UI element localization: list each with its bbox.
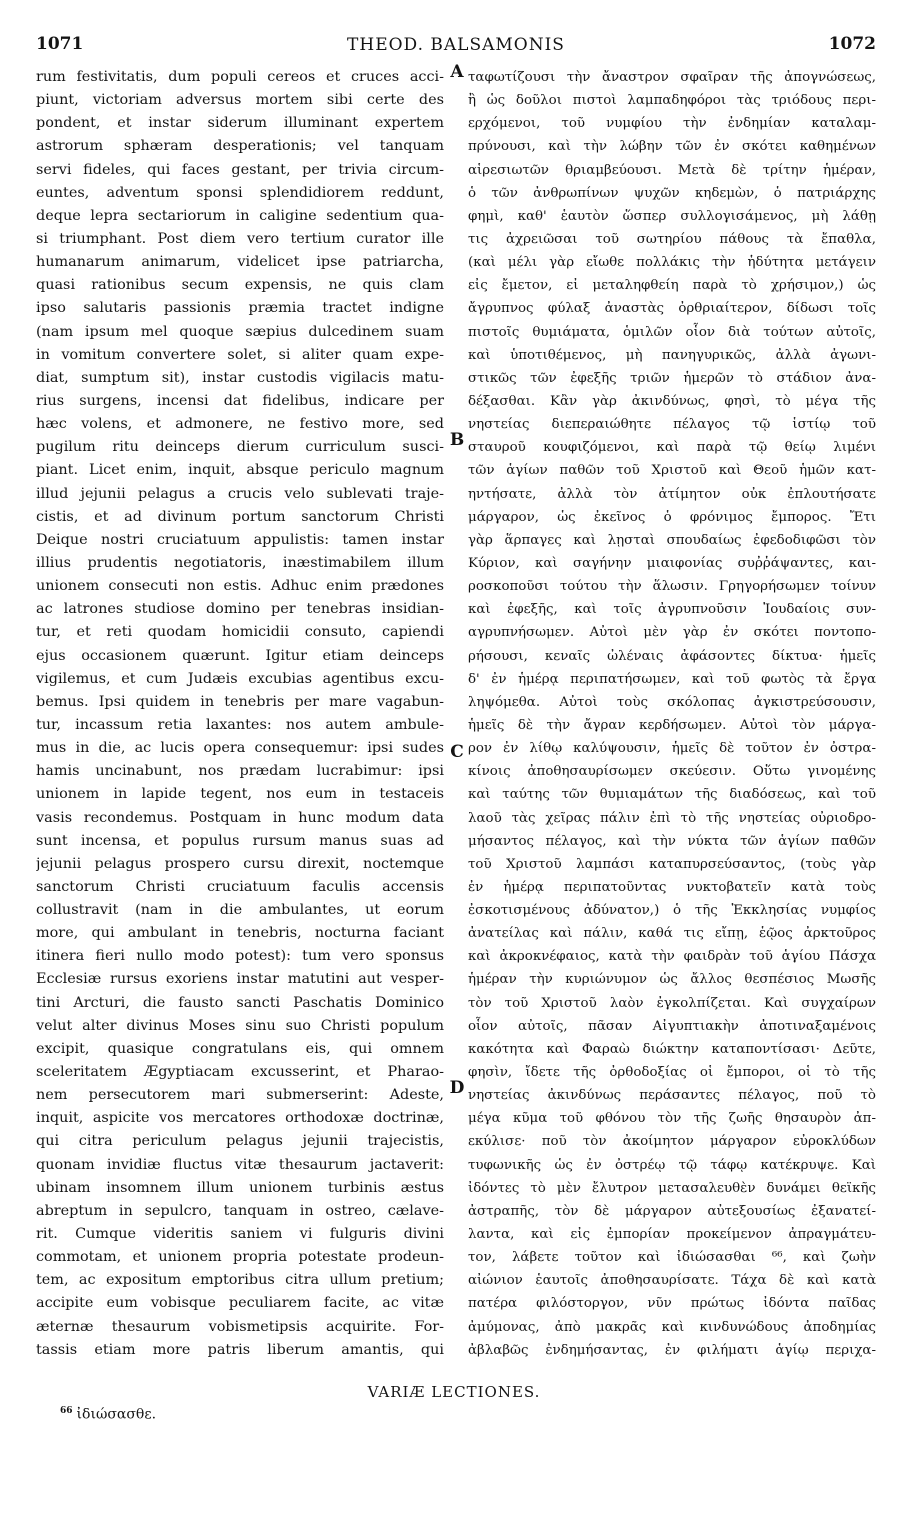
latin-line: hamis uncinabunt, nos prædam lucrabimur: ipsi — [36, 763, 444, 780]
latin-line: bemus. Ipsi quidem in tenebris per mare vagabun- — [36, 693, 444, 710]
latin-line: accipite eum vobisque peculiarem facite, ac vitæ — [36, 1295, 444, 1312]
greek-line: φησὶν, ἴδετε τῆς ὀρθοδοξίας οἱ ἔμποροι, οἱ τὸ τῆς — [468, 1065, 876, 1081]
variae-lectiones-heading: VARIÆ LECTIONES. — [367, 1383, 541, 1401]
greek-line: οἷον αὐτοῖς, πᾶσαν Αἰγυπτιακὴν ἀποτιναξαμένοις — [468, 1018, 876, 1034]
latin-line: si triumphant. Post diem vero tertium curator ille — [36, 230, 444, 247]
latin-line: sanctorum Christi cruciatuum faculis accensis — [36, 878, 444, 895]
greek-line: μέγα κῦμα τοῦ φθόνου τὸν τῆς ζωῆς θησαυρὸν ἀπ- — [468, 1111, 876, 1127]
latin-line: illud jejunii pelagus a crucis velo sublevati traje- — [36, 485, 444, 502]
latin-line: Ecclesiæ rursus exoriens instar matutini aut vesper- — [36, 971, 444, 988]
greek-line: καὶ ὑποτιθέμενος, μὴ πανηγυρικῶς, ἀλλὰ ἀγωνι- — [468, 347, 876, 363]
greek-line: τυφωνικῆς ὡς ἐν ὀστρέῳ τῷ τάφῳ κατέκρυψε. Καὶ — [468, 1157, 876, 1173]
greek-line: ἄγρυπνος φύλαξ ἀναστὰς ὀρθριαίτερον, δίδωσι τοῖς — [468, 301, 876, 317]
page-number-right: 1072 — [828, 34, 876, 54]
latin-line: nem persecutorem mari submerserint: Adeste, — [36, 1087, 444, 1104]
latin-line: servi fideles, qui faces gestant, per trivia circum- — [36, 161, 444, 178]
greek-line: ἐσκοτισμένους ἀδύνατον,) ὁ τῆς Ἐκκλησίας νυμφίος — [468, 903, 876, 919]
footnote-number: 66 — [60, 1406, 73, 1416]
greek-line: τῶν ἁγίων παθῶν τοῦ Χριστοῦ καὶ Θεοῦ ἡμῶν κατ- — [468, 463, 876, 479]
latin-line: euntes, adventum sponsi splendidiorem reddunt, — [36, 184, 444, 201]
latin-line: vasis recondemus. Postquam in hunc modum data — [36, 809, 444, 826]
greek-line: ερχόμενοι, τοῦ νυμφίου τὴν ἐνδημίαν καταλαμ- — [468, 116, 876, 132]
latin-line: ejus occasionem quærunt. Igitur etiam deinceps — [36, 647, 444, 664]
greek-line: ἢ ὡς δοῦλοι πιστοὶ λαμπαδηφόροι τὰς τριόδους περι- — [468, 93, 876, 109]
greek-line: πατέρα φιλόστοργον, νῦν πρώτως ἰδόντα παῖδας — [468, 1296, 876, 1312]
running-header — [36, 34, 876, 58]
greek-line: τις ἀχρειῶσαι τοῦ σωτηρίου πάθους τὰ ἔπαθλα, — [468, 231, 876, 247]
latin-line: more, qui ambulant in tenebris, nocturna faciant — [36, 925, 444, 942]
greek-line: ἀβλαβῶς ἐνδημήσαντας, ἐν φιλήματι ἁγίῳ περιχα- — [468, 1342, 876, 1358]
greek-line: ἀστραπῆς, τὸν δὲ μάργαρον αὐτεξουσίως ἐξανατεί- — [468, 1203, 876, 1219]
greek-line: ἡμεῖς δὲ τὴν ἄγραν κερδήσωμεν. Αὐτοὶ τὸν μάργα- — [468, 717, 876, 733]
greek-line: δ' ἐν ἡμέρᾳ περιπατήσωμεν, καὶ τοῦ φωτὸς τὰ ἔργα — [468, 671, 876, 687]
latin-line: unionem consecuti non estis. Adhuc enim prædones — [36, 578, 444, 595]
latin-line: illius prudentis negotiatoris, inæstimabilem illum — [36, 554, 444, 571]
greek-line: ἰδόντες τὸ μὲν ἔλυτρον μετασαλευθὲν δυνάμει θεϊκῆς — [468, 1180, 876, 1196]
latin-line: ubinam insomnem illum unionem turbinis æstus — [36, 1179, 444, 1196]
greek-line: κίνοις ἀποθησαυρίσωμεν σκεύεσιν. Οὕτω γινομένης — [468, 764, 876, 780]
footnote — [60, 1406, 156, 1423]
footnote-text: ἰδιώσασθε. — [76, 1406, 157, 1423]
latin-line: mus in die, ac lucis opera consequemur: ipsi sudes — [36, 740, 444, 757]
latin-line: æternæ thesaurum vobismetipsis acquirite. For- — [36, 1318, 444, 1335]
greek-line: σταυροῦ κουφιζόμενοι, καὶ παρὰ τῷ θείῳ λιμένι — [468, 440, 876, 456]
latin-line: abreptum in sepulcro, tanquam in ostreo, cælave- — [36, 1202, 444, 1219]
greek-line: ροσκοποῦσι τούτου τὴν ἅλωσιν. Γρηγορήσωμεν τοίνυν — [468, 579, 876, 595]
greek-line: ἡμέραν τὴν κυριώνυμον ὡς ἄλλος θεσπέσιος Μωσῆς — [468, 972, 876, 988]
latin-line: pugilum ritu deinceps dierum curriculum susci- — [36, 439, 444, 456]
greek-line: εκύλισε· ποῦ τὸν ἀκοίμητον μάργαρον εὐροκλύδων — [468, 1134, 876, 1150]
latin-line: inquit, aspicite vos mercatores orthodoxæ doctrinæ, — [36, 1110, 444, 1127]
margin-marker-d: D — [449, 1078, 465, 1098]
latin-line: cistis, et ad divinum portum sanctorum Christi — [36, 508, 444, 525]
greek-line: ληψόμεθα. Αὐτοὶ τοὺς σκόλοπας ἀγκιστρεύσουσιν, — [468, 694, 876, 710]
latin-line: sceleritatem Ægyptiacam excusserint, et Pharao- — [36, 1064, 444, 1081]
greek-line: ηντήσατε, ἀλλὰ τὸν ἀτίμητον οὐκ ἐπλουτήσατε — [468, 486, 876, 502]
greek-line: αἰώνιον ἑαυτοῖς ἀποθησαυρίσατε. Τάχα δὲ καὶ κατὰ — [468, 1273, 876, 1289]
latin-line: piunt, victoriam adversus mortem sibi certe des — [36, 92, 444, 109]
running-title: THEOD. BALSAMONIS — [347, 35, 565, 55]
latin-line: vigilemus, et cum Judæis excubias agentibus excu- — [36, 670, 444, 687]
greek-line: ὁ τῶν ἀνθρωπίνων ψυχῶν κηδεμὼν, ὁ πατριάρχης — [468, 185, 876, 201]
latin-line: humanarum animarum, videlicet ipse patriarcha, — [36, 254, 444, 271]
latin-line: tur, et reti quodam homicidii consuto, capiendi — [36, 624, 444, 641]
greek-line: νηστείας διεπεραιώθητε πέλαγος τῷ ἱστίῳ τοῦ — [468, 417, 876, 433]
latin-column — [36, 66, 444, 1362]
greek-line: ρήσουσι, κεναῖς ὠλέναις ἀφάσοντες δίκτυα· ἡμεῖς — [468, 648, 876, 664]
latin-line: qui citra periculum pelagus jejunii trajecistis, — [36, 1133, 444, 1150]
greek-line: πρύνουσι, καὶ τὴν λώβην τῶν ἐν σκότει καθημένων — [468, 139, 876, 155]
page-number-left: 1071 — [36, 34, 84, 54]
greek-line: καὶ ταύτης τῶν θυμιαμάτων τῆς διαδόσεως, καὶ τοῦ — [468, 787, 876, 803]
greek-line: κακότητα καὶ Φαραὼ διώκτην καταποντίσασι· Δεῦτε, — [468, 1041, 876, 1057]
latin-line: astrorum sphæram desperationis; vel tanquam — [36, 138, 444, 155]
greek-line: τὸν τοῦ Χριστοῦ λαὸν ἐγκολπίζεται. Καὶ συγχαίρων — [468, 995, 876, 1011]
latin-line: ac latrones studiose domino per tenebras insidian- — [36, 601, 444, 618]
latin-line: tini Arcturi, die fausto sancti Paschatis Dominico — [36, 994, 444, 1011]
latin-line: unionem in lapide tegent, nos eum in testaceis — [36, 786, 444, 803]
latin-line: tassis etiam more patris liberum amantis, qui — [36, 1341, 444, 1358]
latin-line: in vomitum convertere solet, si aliter quam expe- — [36, 346, 444, 363]
latin-line: pondent, et instar siderum illuminant expertem — [36, 115, 444, 132]
margin-marker-b: B — [449, 430, 465, 450]
greek-line: τοῦ Χριστοῦ λαμπάσι καταπυρσεύσαντος, (τοὺς γὰρ — [468, 856, 876, 872]
greek-line: λαοῦ τὰς χεῖρας πάλιν ἐπὶ τὸ τῆς νηστείας οὐριοδρο- — [468, 810, 876, 826]
greek-line: ἀνατείλας καὶ πάλιν, καθά τις εἴπῃ, ἑῷος ἀρκτοῦρος — [468, 926, 876, 942]
margin-marker-a: A — [450, 62, 464, 82]
latin-line: hæc volens, et admonere, ne festivo more, sed — [36, 416, 444, 433]
latin-line: rit. Cumque videritis saniem vi fulguris divini — [36, 1226, 444, 1243]
greek-line: ἀμύμονας, ἀπὸ μακρᾶς καὶ κινδυνώδους ἀποδημίας — [468, 1319, 876, 1335]
latin-line: itinera fieri nullo modo potest): tum vero sponsus — [36, 948, 444, 965]
latin-line: quonam invidiæ fluctus vitæ thesaurum jactaverit: — [36, 1156, 444, 1173]
greek-line: στικῶς τῶν ἐφεξῆς τριῶν ἡμερῶν τὸ στάδιον ἀνα- — [468, 370, 876, 386]
latin-line: rum festivitatis, dum populi cereos et cruces acci- — [36, 69, 444, 85]
latin-line: rius surgens, incensi dat fidelibus, indicare per — [36, 392, 444, 409]
latin-line: (nam ipsum mel quoque sæpius dulcedinem suam — [36, 323, 444, 340]
margin-marker-c: C — [450, 742, 464, 762]
greek-line: ρον ἐν λίθῳ καλύψουσιν, ἡμεῖς δὲ τοῦτον ἐν ὀστρα- — [468, 741, 876, 757]
latin-line: quasi rationibus secum expensis, ne quis clam — [36, 277, 444, 294]
greek-line: μήσαντος πέλαγος, καὶ τὴν νύκτα τῶν ἁγίων παθῶν — [468, 833, 876, 849]
greek-line: Κύριον, καὶ σαγήνην μιαιφονίας συῤῥάψαντες, και- — [468, 555, 876, 571]
latin-line: tur, incassum retia laxantes: nos autem ambule- — [36, 716, 444, 733]
greek-line: φημὶ, καθ' ἑαυτὸν ὥσπερ συλλογισάμενος, μὴ λάθῃ — [468, 208, 876, 224]
latin-line: diat, sumptum sit), instar custodis vigilacis matu- — [36, 369, 444, 386]
greek-line: αἱρεσιωτῶν θριαμβεύουσι. Μετὰ δὲ τρίτην ἡμέραν, — [468, 162, 876, 178]
greek-line: μάργαρον, ὡς ἐκεῖνος ὁ φρόνιμος ἔμπορος. Ἔτι — [468, 509, 876, 525]
greek-line: γὰρ ἅρπαγες καὶ λῃσταὶ σπουδαίως ἐφεδοδιφῶσι τὸν — [468, 532, 876, 548]
latin-line: Deique nostri cruciatuum appulistis: tamen instar — [36, 531, 444, 548]
greek-line: νηστείας ἀκινδύνως περάσαντες πέλαγος, ποῦ τὸ — [468, 1088, 876, 1104]
latin-line: sunt incensa, et populus rursum manus suas ad — [36, 832, 444, 849]
latin-line: ipso salutaris passionis præmia tractet indigne — [36, 300, 444, 317]
greek-line: εἰς ἔμετον, εἰ μεταληφθείη παρὰ τὸ χρήσιμον,) ὡς — [468, 278, 876, 294]
latin-line: collustravit (nam in die ambulantes, ut eorum — [36, 902, 444, 919]
greek-line: καὶ ἐφεξῆς, καὶ τοῖς ἀγρυπνοῦσιν Ἰουδαίοις συν- — [468, 602, 876, 618]
latin-line: tem, ac expositum emptoribus citra ullum pretium; — [36, 1272, 444, 1289]
latin-line: commotam, et unionem propria potestate prodeun- — [36, 1249, 444, 1266]
latin-line: jejunii pelagus prospero cursu direxit, noctemque — [36, 855, 444, 872]
greek-line: (καὶ μέλι γὰρ εἴωθε πολλάκις τὴν ἡδύτητα μετάγειν — [468, 255, 876, 271]
greek-line: αγρυπνήσωμεν. Αὐτοὶ μὲν γὰρ ἐν σκότει ποντοπο- — [468, 625, 876, 641]
latin-line: deque lepra sectariorum in caligine sedentium qua- — [36, 207, 444, 224]
greek-line: δέξασθαι. Κἂν γὰρ ἀκινδύνως, φησὶ, τὸ μέγα τῆς — [468, 393, 876, 409]
greek-line: λαντα, καὶ εἰς ἐμπορίαν προκείμενον ἀπραγμάτευ- — [468, 1227, 876, 1243]
greek-line: ἐν ἡμέρᾳ περιπατοῦντας νυκτοβατεῖν κατὰ τοὺς — [468, 879, 876, 895]
latin-line: piant. Licet enim, inquit, absque periculo magnum — [36, 462, 444, 479]
latin-line: excipit, quasique congratulans eis, qui omnem — [36, 1040, 444, 1057]
greek-line: καὶ ἀκροκνέφαιος, κατὰ τὴν φαιδρὰν τοῦ ἁγίου Πάσχα — [468, 949, 876, 965]
greek-line: πιστοῖς θυμιάματα, ὁμιλῶν οἷον διὰ τούτων αὐτοῖς, — [468, 324, 876, 340]
greek-line: ταφωτίζουσι τὴν ἄναστρον σφαῖραν τῆς ἀπογνώσεως, — [468, 70, 876, 85]
greek-line: τον, λάβετε τοῦτον καὶ ἰδιώσασθαι ⁶⁶, καὶ ζωὴν — [468, 1250, 876, 1266]
latin-line: velut alter divinus Moses sinu suo Christi populum — [36, 1017, 444, 1034]
greek-column — [468, 66, 876, 1362]
